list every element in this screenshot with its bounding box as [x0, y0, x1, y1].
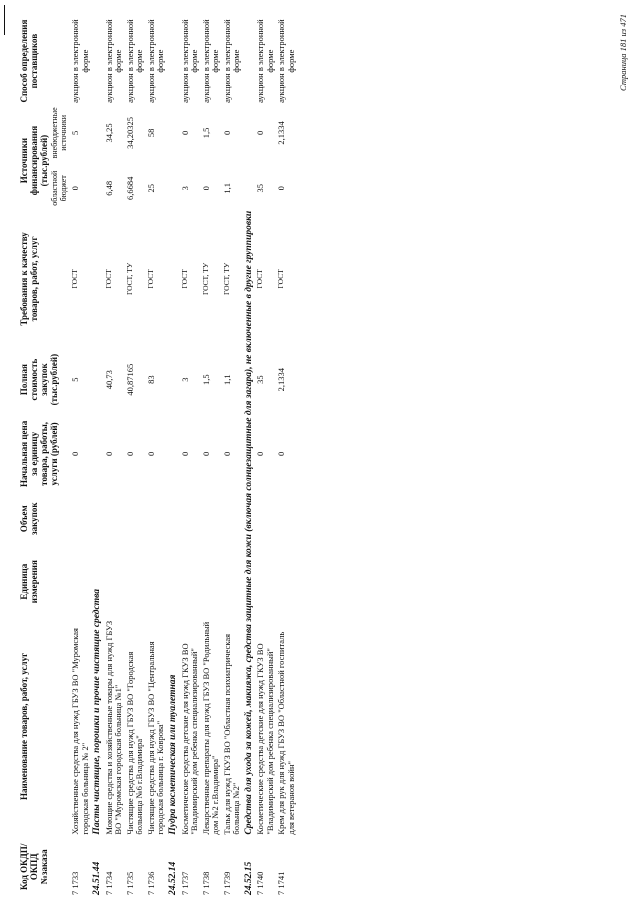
header-unit-price: Начальная цена за единицу товара, работы, услуги (рублей): [19, 420, 60, 488]
full-cost-cell: 2,1334: [276, 367, 287, 392]
regional-budget-cell: 25: [145, 184, 156, 193]
item-name: Моющие средства и хозяйственные товары для нужд ГБУЗ ВО "Муромская городская больница №1": [103, 620, 124, 835]
extra-budget-cell: 34,25: [103, 123, 114, 143]
unit-cell: [146, 547, 167, 616]
table-row: [180, 17, 201, 897]
regional-budget-cell: 1,1: [221, 182, 232, 194]
category-code: 24.51.44: [92, 861, 103, 895]
unit-price-cell: 0: [179, 451, 190, 457]
regional-budget-cell: 6,48: [103, 180, 114, 196]
unit-cell: [276, 547, 297, 616]
category-code: 24.52.15: [243, 861, 254, 895]
volume-cell: [276, 490, 297, 547]
order-code: 7 1738: [200, 871, 211, 895]
category-row: [91, 17, 104, 897]
unit-price-cell: 0: [221, 451, 232, 457]
extra-budget-cell: 58: [145, 128, 156, 138]
volume-cell: [180, 490, 201, 547]
method-cell: аукцион в электронной форме: [255, 19, 275, 103]
category-row: [167, 17, 180, 897]
item-name: Тальк для нужд ГКУЗ ВО "Областная психиатрическая больница №2": [221, 633, 242, 835]
header-volume: Объем закупок: [19, 502, 40, 535]
unit-price-cell: 0: [255, 451, 266, 457]
unit-price-cell: 0: [124, 451, 135, 457]
procurement-table: [18, 17, 297, 897]
requirements-cell: ГОСТ, ТУ: [200, 262, 210, 295]
table-row: [146, 17, 167, 897]
unit-cell: [222, 547, 243, 616]
method-cell: аукцион в электронной форме: [276, 19, 296, 103]
volume-cell: [146, 490, 167, 547]
top-rule: [4, 5, 5, 35]
header-source-extra: внебюджетные источники: [50, 107, 69, 159]
header-full-cost: Полная стоимость закупок (тыс.рублей): [19, 353, 60, 406]
header-source-regional: областной бюджет: [50, 170, 69, 206]
requirements-cell: ГОСТ: [103, 269, 113, 289]
order-code: 7 1737: [179, 871, 190, 895]
full-cost-cell: 40,73: [103, 370, 114, 390]
category-title: Пудра косметическая или туалетная: [167, 674, 178, 835]
unit-cell: [70, 547, 91, 616]
requirements-cell: ГОСТ, ТУ: [124, 262, 134, 295]
full-cost-cell: 1,1: [221, 374, 232, 385]
requirements-cell: ГОСТ: [255, 269, 265, 289]
item-name: Косметические средства детские для нужд ГКУЗ ВО "Владимирский дом ребенка специализированный": [255, 643, 275, 835]
volume-cell: [255, 490, 276, 547]
extra-budget-cell: 5: [70, 130, 81, 135]
order-code: 7 1735: [124, 871, 135, 895]
method-cell: аукцион в электронной форме: [221, 19, 242, 103]
header-code: Код ОКДП/ ОКПД №заказа: [19, 843, 50, 890]
header-sources: Источники финансирования (тыс.рублей): [19, 125, 50, 196]
requirements-cell: ГОСТ: [179, 269, 189, 289]
extra-budget-cell: 0: [255, 130, 266, 135]
order-code: 7 1734: [103, 871, 114, 895]
category-title: Пасты чистящие, порошки и прочие чистящие средства: [92, 588, 103, 835]
method-cell: аукцион в электронной форме: [145, 19, 166, 103]
unit-cell: [125, 547, 146, 616]
unit-price-cell: 0: [276, 451, 287, 457]
table-row: [255, 17, 276, 897]
regional-budget-cell: 0: [200, 186, 211, 191]
requirements-cell: ГОСТ, ТУ: [221, 262, 231, 295]
order-code: 7 1741: [276, 871, 287, 895]
method-cell: аукцион в электронной форме: [124, 19, 145, 103]
item-name: Чистящие средства для нужд ГБУЗ ВО "Центральная городская больница г. Коврова": [145, 641, 166, 835]
full-cost-cell: 83: [145, 375, 156, 384]
unit-cell: [201, 547, 222, 616]
unit-cell: [104, 547, 125, 616]
table-row: [70, 17, 91, 897]
unit-price-cell: 0: [70, 451, 81, 457]
extra-budget-cell: 2,1334: [276, 121, 287, 145]
table-row: [125, 17, 146, 897]
order-code: 7 1736: [145, 871, 156, 895]
regional-budget-cell: 0: [276, 186, 287, 191]
requirements-cell: ГОСТ: [145, 269, 155, 289]
table-row: [222, 17, 243, 897]
unit-cell: [180, 547, 201, 616]
page-number: Страница 181 из 471: [618, 14, 628, 91]
unit-price-cell: 0: [200, 451, 211, 457]
header-name: Наименование товаров, работ, услуг: [19, 652, 29, 801]
requirements-cell: ГОСТ: [276, 269, 286, 289]
item-name: Косметические средства детские для нужд ГКУЗ ВО "Владимирский дом ребенка специализированный": [179, 643, 200, 835]
extra-budget-cell: 0: [221, 130, 232, 135]
unit-price-cell: 0: [145, 451, 156, 457]
item-name: Лекарственные препараты для нужд ГБУЗ ВО "Родильный дом №2 г.Владимира": [200, 621, 221, 835]
volume-cell: [222, 490, 243, 547]
method-cell: аукцион в электронной форме: [179, 19, 200, 103]
category-title: Средства для ухода за кожей, макияжа, средства защитные для кожи (включая солнцезащитные для загара), не включенные в другие группировки: [243, 210, 254, 835]
regional-budget-cell: 35: [255, 184, 266, 193]
table-body: [70, 17, 297, 897]
volume-cell: [201, 490, 222, 547]
full-cost-cell: 3: [179, 377, 190, 382]
item-name: Чистящие средства для нужд ГБУЗ ВО "Городская больница №6 г.Владимира": [124, 651, 145, 835]
table-row: [201, 17, 222, 897]
regional-budget-cell: 6,6684: [124, 176, 135, 200]
volume-cell: [104, 490, 125, 547]
table-row: [276, 17, 297, 897]
volume-cell: [70, 490, 91, 547]
method-cell: аукцион в электронной форме: [70, 19, 90, 103]
extra-budget-cell: 1,5: [200, 127, 211, 139]
header-unit: Единица измерения: [19, 560, 40, 604]
unit-cell: [255, 547, 276, 616]
extra-budget-cell: 0: [179, 130, 190, 135]
method-cell: аукцион в электронной форме: [200, 19, 221, 103]
full-cost-cell: 1,5: [200, 374, 211, 385]
order-code: 7 1739: [221, 871, 232, 895]
full-cost-cell: 40,87165: [124, 363, 135, 396]
header-method: Способ определения поставщиков: [19, 19, 40, 103]
regional-budget-cell: 3: [179, 186, 190, 191]
full-cost-cell: 5: [70, 377, 81, 382]
requirements-cell: ГОСТ: [70, 269, 80, 289]
order-code: 7 1740: [255, 871, 266, 895]
unit-price-cell: 0: [103, 451, 114, 457]
table-row: [104, 17, 125, 897]
item-name: Крем для рук для нужд ГБУЗ ВО "Областной госпиталь для ветеранов войн": [276, 631, 296, 835]
extra-budget-cell: 34,20325: [124, 116, 135, 149]
full-cost-cell: 35: [255, 375, 266, 384]
regional-budget-cell: 0: [70, 186, 81, 191]
method-cell: аукцион в электронной форме: [103, 19, 124, 103]
volume-cell: [125, 490, 146, 547]
order-code: 7 1733: [70, 871, 81, 895]
category-row: [243, 17, 256, 897]
item-name: Хозяйственные средства для нужд ГБУЗ ВО "Муромская городская больница № 2": [70, 628, 90, 835]
header-requirements: Требования к качеству товаров, работ, услуг: [19, 232, 40, 326]
category-code: 24.52.14: [167, 861, 178, 895]
